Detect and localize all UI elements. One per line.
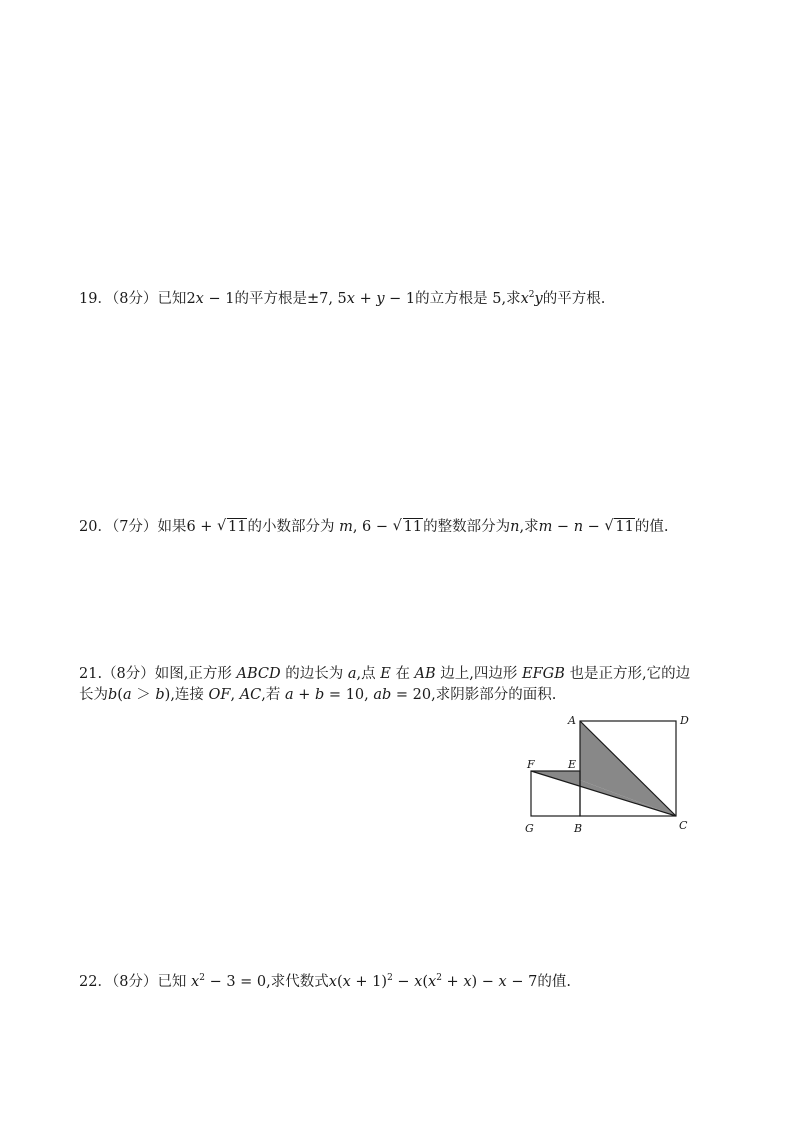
q20-expr-1: 6 + √ 11 bbox=[186, 518, 247, 535]
label-b: B bbox=[574, 822, 583, 835]
question-20 bbox=[79, 517, 668, 537]
q22-expr-2: $x(x + 1)^2 - x(x^2 + x) - x - 7$ bbox=[328, 973, 538, 990]
q20-text-4: 求 bbox=[524, 519, 539, 535]
label-g: G bbox=[525, 822, 534, 835]
q20-text-2: 的小数部分为 bbox=[247, 519, 335, 535]
q22-number: 22． bbox=[79, 974, 112, 990]
q21-var-efgb: EFGB bbox=[517, 666, 570, 682]
q21-text-7: 长为 bbox=[79, 687, 108, 703]
q21-var-a: a bbox=[343, 666, 357, 682]
q21-expr-cond: a + b = 10, ab = 20, bbox=[285, 687, 436, 703]
q21-expr-side: b(a ＞ b) bbox=[108, 687, 171, 703]
q19-expr-1: 2x − 1 bbox=[186, 291, 235, 307]
q20-expr-4: m − n − √ 11 bbox=[538, 518, 634, 535]
q20-text-5: 的值. bbox=[634, 519, 669, 535]
q21-var-ab: AB bbox=[409, 666, 441, 682]
label-d: D bbox=[680, 714, 689, 727]
q21-score: （8分） bbox=[102, 666, 155, 682]
q21-text-4: 在 bbox=[395, 666, 410, 682]
label-a: A bbox=[568, 714, 576, 727]
q20-text-1: 如果 bbox=[157, 519, 187, 535]
q21-expr-segments: OF, AC, bbox=[208, 687, 266, 703]
question-21-line-2 bbox=[79, 685, 556, 705]
q22-text-3: 的值. bbox=[537, 974, 571, 990]
q20-expr-2: m, 6 − √ 11 bbox=[339, 518, 423, 535]
q21-text-10: 求阴影部分的面积. bbox=[435, 687, 557, 703]
label-f: F bbox=[527, 758, 535, 771]
q19-score: （8分） bbox=[111, 291, 158, 307]
q21-text-5: 边上,四边形 bbox=[440, 666, 518, 682]
q19-number: 19． bbox=[79, 291, 112, 307]
q20-text-3: 的整数部分为 bbox=[423, 519, 511, 535]
label-c: C bbox=[679, 819, 688, 832]
q20-number: 20． bbox=[79, 519, 112, 535]
q19-expr-2: ±7, 5x + y − 1 bbox=[306, 291, 416, 307]
q21-text-1: 如图,正方形 bbox=[154, 666, 232, 682]
q20-score: （7分） bbox=[111, 519, 158, 535]
q21-text-6: 也是正方形,它的边 bbox=[569, 666, 691, 682]
q19-text-4: 的平方根. bbox=[542, 291, 606, 307]
q20-expr-3: n, bbox=[510, 519, 525, 535]
q21-figure bbox=[515, 710, 705, 840]
q19-text-2: 的平方根是 bbox=[234, 291, 307, 307]
q22-score: （8分） bbox=[111, 974, 158, 990]
q21-text-2: 的边长为 bbox=[285, 666, 344, 682]
q21-text-9: 若 bbox=[265, 687, 281, 703]
question-22 bbox=[79, 968, 571, 992]
q22-text-2: 求代数式 bbox=[270, 974, 329, 990]
question-21-line-1 bbox=[79, 664, 690, 684]
q19-text-1: 已知 bbox=[157, 291, 187, 307]
q19-text-3: 的立方根是 5,求 bbox=[415, 291, 521, 307]
q21-var-e: E bbox=[375, 666, 396, 682]
label-e: E bbox=[568, 758, 577, 771]
q22-text-1: 已知 bbox=[157, 974, 187, 990]
q21-number: 21. bbox=[79, 666, 103, 682]
q21-text-8: ,连接 bbox=[170, 687, 204, 703]
question-19 bbox=[79, 285, 605, 309]
q19-expr-3: $x^2y$ bbox=[520, 290, 543, 307]
q22-expr-1: $x^2 - 3 = 0$, bbox=[191, 973, 271, 990]
q21-text-3: ,点 bbox=[356, 666, 376, 682]
q21-var-abcd: ABCD bbox=[231, 666, 286, 682]
